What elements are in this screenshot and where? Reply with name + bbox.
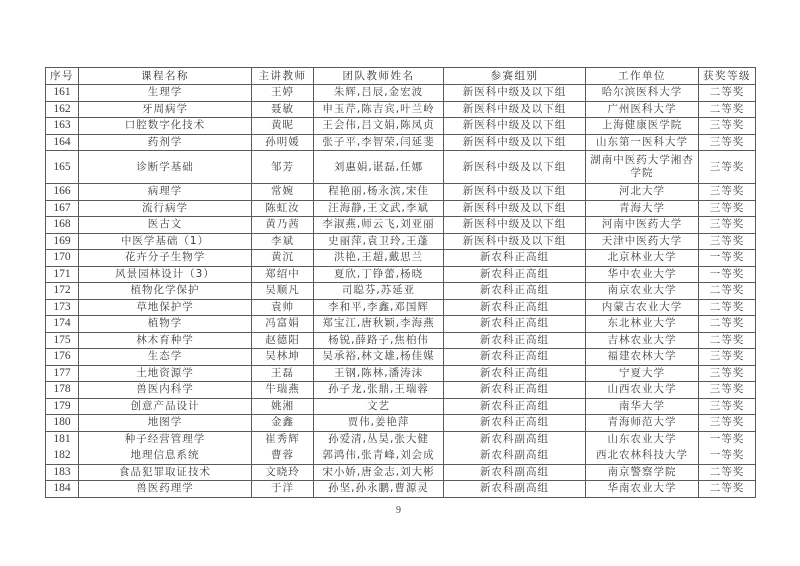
page-number: 9	[396, 505, 401, 516]
cell-lead-teacher: 黄沉	[252, 250, 314, 267]
cell-group: 新医科中级及以下组	[444, 85, 586, 102]
cell-group: 新医科中级及以下组	[444, 217, 586, 234]
cell-unit: 天津中医药大学	[586, 233, 699, 250]
cell-lead-teacher: 冯富娟	[252, 316, 314, 333]
cell-unit: 河南中医药大学	[586, 217, 699, 234]
cell-group: 新医科中级及以下组	[444, 134, 586, 151]
table-row	[46, 332, 756, 349]
cell-team-teachers: 刘惠娟,谌磊,任娜	[314, 151, 444, 184]
cell-course: 林木育种学	[79, 332, 252, 349]
table-row	[46, 134, 756, 151]
cell-course: 病理学	[79, 184, 252, 201]
cell-index: 163	[46, 118, 79, 135]
cell-lead-teacher: 于洋	[252, 481, 314, 498]
header-course: 课程名称	[79, 68, 252, 85]
cell-group: 新农科副高组	[444, 431, 586, 448]
cell-index: 172	[46, 283, 79, 300]
cell-award: 三等奖	[699, 134, 756, 151]
cell-group: 新农科正高组	[444, 332, 586, 349]
cell-team-teachers: 史丽萍,袁卫玲,王蓬	[314, 233, 444, 250]
cell-group: 新医科中级及以下组	[444, 233, 586, 250]
cell-lead-teacher: 牛瑞燕	[252, 382, 314, 399]
cell-course: 牙周病学	[79, 101, 252, 118]
cell-award: 三等奖	[699, 415, 756, 432]
cell-course: 风景园林设计（3）	[79, 266, 252, 283]
cell-group: 新农科正高组	[444, 266, 586, 283]
cell-lead-teacher: 袁帅	[252, 299, 314, 316]
cell-unit: 山西农业大学	[586, 382, 699, 399]
cell-award: 三等奖	[699, 349, 756, 366]
cell-unit: 广州医科大学	[586, 101, 699, 118]
table-row	[46, 151, 756, 184]
cell-team-teachers: 李淑燕,师云飞,刘亚丽	[314, 217, 444, 234]
table-row	[46, 481, 756, 498]
cell-group: 新农科正高组	[444, 316, 586, 333]
cell-unit: 华中农业大学	[586, 266, 699, 283]
cell-lead-teacher: 赵德阳	[252, 332, 314, 349]
cell-index: 183	[46, 464, 79, 481]
cell-group: 新农科正高组	[444, 365, 586, 382]
cell-team-teachers: 汪海静,王文武,李斌	[314, 200, 444, 217]
table-row	[46, 365, 756, 382]
cell-group: 新农科正高组	[444, 349, 586, 366]
cell-lead-teacher: 聂敏	[252, 101, 314, 118]
cell-award: 一等奖	[699, 448, 756, 465]
cell-group: 新农科正高组	[444, 398, 586, 415]
cell-award: 一等奖	[699, 431, 756, 448]
cell-course: 口腔数字化技术	[79, 118, 252, 135]
table-row	[46, 118, 756, 135]
cell-index: 181	[46, 431, 79, 448]
cell-lead-teacher: 曹蓉	[252, 448, 314, 465]
cell-award: 三等奖	[699, 200, 756, 217]
cell-unit: 西北农林科技大学	[586, 448, 699, 465]
cell-course: 创意产品设计	[79, 398, 252, 415]
cell-index: 166	[46, 184, 79, 201]
cell-course: 诊断学基础	[79, 151, 252, 184]
cell-team-teachers: 夏欣,丁铮蕾,杨晓	[314, 266, 444, 283]
cell-team-teachers: 司聪芬,苏延亚	[314, 283, 444, 300]
cell-award: 二等奖	[699, 481, 756, 498]
cell-index: 167	[46, 200, 79, 217]
cell-index: 165	[46, 151, 79, 184]
cell-unit: 吉林农业大学	[586, 332, 699, 349]
cell-lead-teacher: 姚湘	[252, 398, 314, 415]
cell-unit: 青海大学	[586, 200, 699, 217]
cell-lead-teacher: 吴林坤	[252, 349, 314, 366]
cell-unit: 福建农林大学	[586, 349, 699, 366]
cell-award: 三等奖	[699, 184, 756, 201]
table-row	[46, 349, 756, 366]
cell-group: 新农科副高组	[444, 464, 586, 481]
cell-index: 169	[46, 233, 79, 250]
cell-index: 182	[46, 448, 79, 465]
table-row	[46, 415, 756, 432]
table-row	[46, 382, 756, 399]
header-unit: 工作单位	[586, 68, 699, 85]
cell-index: 180	[46, 415, 79, 432]
cell-award: 二等奖	[699, 101, 756, 118]
table-row	[46, 398, 756, 415]
cell-group: 新农科正高组	[444, 283, 586, 300]
cell-unit: 北京林业大学	[586, 250, 699, 267]
table-row	[46, 316, 756, 333]
cell-award: 二等奖	[699, 464, 756, 481]
cell-unit: 上海健康医学院	[586, 118, 699, 135]
table-row	[46, 217, 756, 234]
cell-lead-teacher: 文晓玲	[252, 464, 314, 481]
cell-course: 医古文	[79, 217, 252, 234]
cell-unit: 南京警察学院	[586, 464, 699, 481]
cell-award: 一等奖	[699, 250, 756, 267]
cell-group: 新农科副高组	[444, 481, 586, 498]
cell-index: 184	[46, 481, 79, 498]
cell-group: 新医科中级及以下组	[444, 200, 586, 217]
table-row	[46, 464, 756, 481]
cell-team-teachers: 文艺	[314, 398, 444, 415]
cell-group: 新医科中级及以下组	[444, 118, 586, 135]
cell-unit: 南华大学	[586, 398, 699, 415]
cell-group: 新医科中级及以下组	[444, 184, 586, 201]
cell-team-teachers: 郭鸿伟,张青峰,刘会成	[314, 448, 444, 465]
cell-group: 新农科正高组	[444, 382, 586, 399]
cell-team-teachers: 洪艳,王超,戴思兰	[314, 250, 444, 267]
cell-award: 二等奖	[699, 316, 756, 333]
cell-team-teachers: 朱辉,吕辰,金宏波	[314, 85, 444, 102]
cell-course: 兽医药理学	[79, 481, 252, 498]
table-row	[46, 184, 756, 201]
cell-lead-teacher: 金鑫	[252, 415, 314, 432]
awards-table	[45, 67, 756, 498]
cell-unit: 山东农业大学	[586, 431, 699, 448]
cell-team-teachers: 申玉芹,陈吉宾,叶兰岭	[314, 101, 444, 118]
cell-index: 170	[46, 250, 79, 267]
cell-award: 三等奖	[699, 398, 756, 415]
cell-team-teachers: 程艳丽,杨永滨,宋佳	[314, 184, 444, 201]
cell-index: 168	[46, 217, 79, 234]
cell-lead-teacher: 吴顺凡	[252, 283, 314, 300]
table-row	[46, 200, 756, 217]
cell-course: 地理信息系统	[79, 448, 252, 465]
cell-unit: 宁夏大学	[586, 365, 699, 382]
cell-course: 流行病学	[79, 200, 252, 217]
cell-course: 食品犯罪取证技术	[79, 464, 252, 481]
cell-team-teachers: 杨锐,薛路子,焦柏伟	[314, 332, 444, 349]
cell-award: 二等奖	[699, 299, 756, 316]
table-row	[46, 85, 756, 102]
cell-group: 新医科中级及以下组	[444, 151, 586, 184]
cell-team-teachers: 贾伟,姜艳萍	[314, 415, 444, 432]
cell-index: 161	[46, 85, 79, 102]
table-row	[46, 283, 756, 300]
cell-unit: 山东第一医科大学	[586, 134, 699, 151]
cell-team-teachers: 孙爱清,丛昊,张大健	[314, 431, 444, 448]
cell-course: 药剂学	[79, 134, 252, 151]
table-header-row	[46, 68, 756, 85]
cell-course: 生态学	[79, 349, 252, 366]
cell-course: 种子经营管理学	[79, 431, 252, 448]
cell-group: 新农科副高组	[444, 448, 586, 465]
cell-course: 兽医内科学	[79, 382, 252, 399]
cell-unit: 湖南中医药大学湘杏学院	[586, 151, 699, 184]
cell-lead-teacher: 黄乃茜	[252, 217, 314, 234]
cell-index: 164	[46, 134, 79, 151]
cell-course: 地图学	[79, 415, 252, 432]
cell-award: 三等奖	[699, 118, 756, 135]
table-row	[46, 233, 756, 250]
cell-award: 三等奖	[699, 151, 756, 184]
cell-course: 花卉分子生物学	[79, 250, 252, 267]
cell-index: 173	[46, 299, 79, 316]
cell-team-teachers: 郑宝江,唐秋颖,李海燕	[314, 316, 444, 333]
cell-lead-teacher: 孙明媛	[252, 134, 314, 151]
cell-unit: 华南农业大学	[586, 481, 699, 498]
cell-team-teachers: 孙子龙,张鼎,王瑞蓉	[314, 382, 444, 399]
cell-index: 178	[46, 382, 79, 399]
header-team-teachers: 团队教师姓名	[314, 68, 444, 85]
table-row	[46, 299, 756, 316]
cell-index: 177	[46, 365, 79, 382]
cell-course: 生理学	[79, 85, 252, 102]
cell-lead-teacher: 黄昵	[252, 118, 314, 135]
cell-lead-teacher: 崔秀辉	[252, 431, 314, 448]
cell-team-teachers: 王钢,陈林,潘涛沫	[314, 365, 444, 382]
cell-award: 一等奖	[699, 266, 756, 283]
cell-index: 171	[46, 266, 79, 283]
table-row	[46, 266, 756, 283]
cell-award: 二等奖	[699, 332, 756, 349]
cell-award: 三等奖	[699, 217, 756, 234]
cell-index: 174	[46, 316, 79, 333]
cell-lead-teacher: 陈虹汝	[252, 200, 314, 217]
cell-lead-teacher: 王磊	[252, 365, 314, 382]
cell-index: 175	[46, 332, 79, 349]
cell-team-teachers: 张子平,李智荣,闫延斐	[314, 134, 444, 151]
cell-group: 新农科正高组	[444, 299, 586, 316]
cell-award: 三等奖	[699, 365, 756, 382]
cell-group: 新农科正高组	[444, 250, 586, 267]
cell-course: 植物学	[79, 316, 252, 333]
cell-team-teachers: 孙坚,孙永鹏,曹源灵	[314, 481, 444, 498]
cell-lead-teacher: 邹芳	[252, 151, 314, 184]
cell-unit: 南京农业大学	[586, 283, 699, 300]
cell-unit: 东北林业大学	[586, 316, 699, 333]
cell-award: 二等奖	[699, 85, 756, 102]
table-row	[46, 448, 756, 465]
header-lead-teacher: 主讲教师	[252, 68, 314, 85]
cell-team-teachers: 宋小娇,唐金志,刘大彬	[314, 464, 444, 481]
cell-team-teachers: 李和平,李鑫,邓国辉	[314, 299, 444, 316]
table-row	[46, 250, 756, 267]
cell-unit: 内蒙古农业大学	[586, 299, 699, 316]
cell-index: 176	[46, 349, 79, 366]
cell-unit: 青海师范大学	[586, 415, 699, 432]
cell-unit: 河北大学	[586, 184, 699, 201]
cell-award: 二等奖	[699, 283, 756, 300]
table-row	[46, 431, 756, 448]
cell-team-teachers: 王会伟,吕文娟,陈凤贞	[314, 118, 444, 135]
header-award: 获奖等级	[699, 68, 756, 85]
cell-group: 新农科正高组	[444, 415, 586, 432]
cell-lead-teacher: 王婷	[252, 85, 314, 102]
cell-course: 植物化学保护	[79, 283, 252, 300]
cell-index: 162	[46, 101, 79, 118]
cell-course: 草地保护学	[79, 299, 252, 316]
cell-lead-teacher: 李斌	[252, 233, 314, 250]
cell-unit: 哈尔滨医科大学	[586, 85, 699, 102]
cell-award: 三等奖	[699, 382, 756, 399]
cell-award: 三等奖	[699, 233, 756, 250]
cell-group: 新医科中级及以下组	[444, 101, 586, 118]
cell-lead-teacher: 常婉	[252, 184, 314, 201]
cell-course: 土地资源学	[79, 365, 252, 382]
table-row	[46, 101, 756, 118]
cell-lead-teacher: 郑绍中	[252, 266, 314, 283]
cell-team-teachers: 吴承裕,林文雄,杨佳媒	[314, 349, 444, 366]
cell-index: 179	[46, 398, 79, 415]
cell-course: 中医学基础（1）	[79, 233, 252, 250]
header-group: 参赛组别	[444, 68, 586, 85]
header-index: 序号	[46, 68, 79, 85]
